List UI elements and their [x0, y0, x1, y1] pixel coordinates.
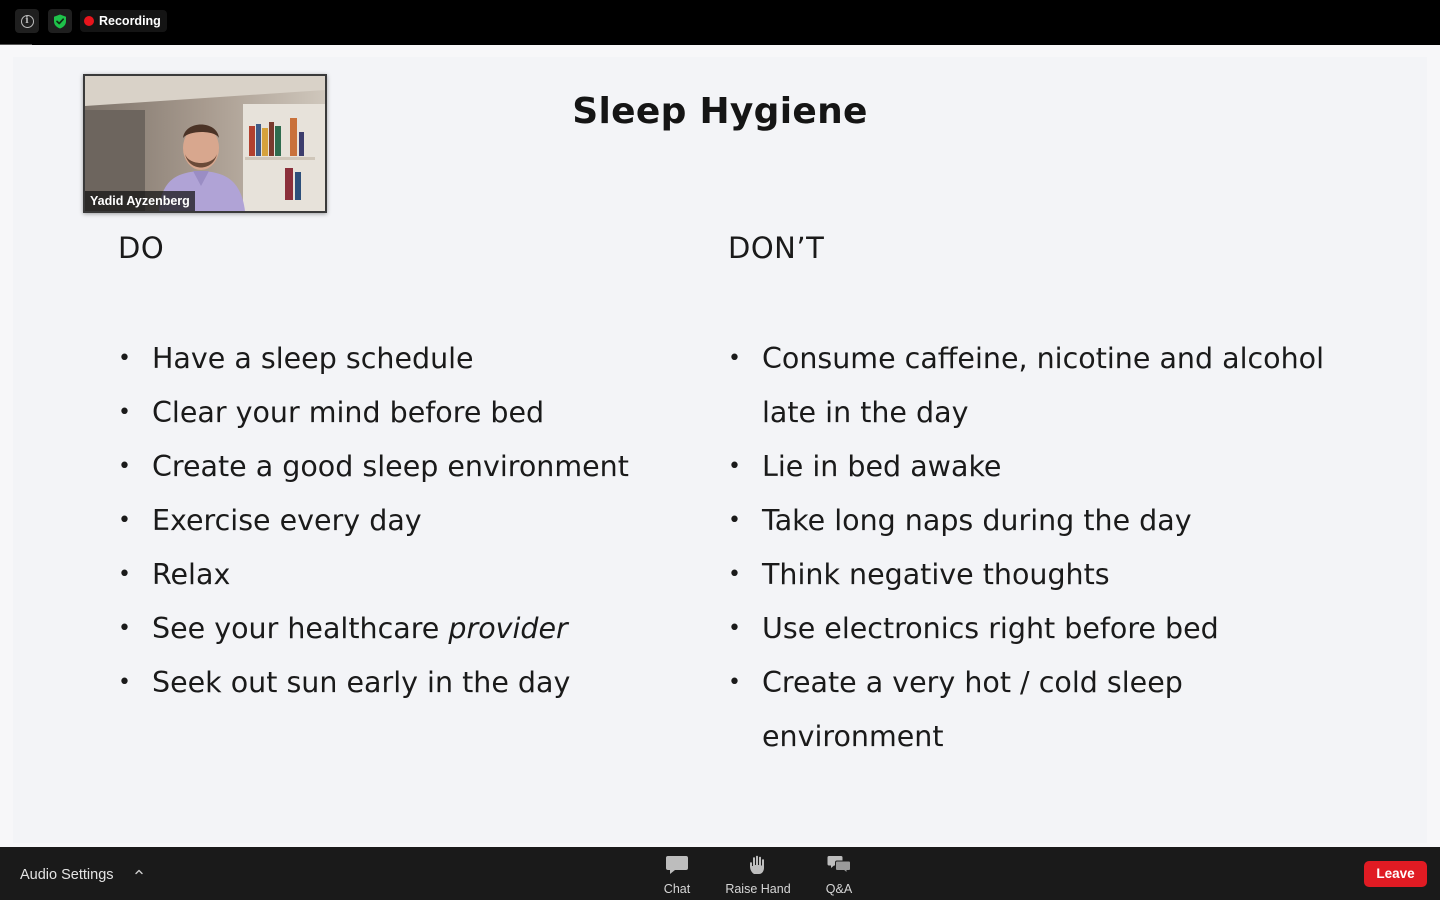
- shield-check-icon[interactable]: [48, 9, 72, 33]
- do-item-sun: • Seek out sun early in the day: [118, 656, 698, 710]
- meeting-toolbar: [0, 847, 1440, 900]
- leave-button[interactable]: Leave: [1364, 861, 1427, 887]
- dont-item: • Create a very hot / cold sleep environment: [728, 656, 1328, 764]
- chat-button[interactable]: [637, 853, 717, 897]
- raise-hand-icon: [746, 854, 770, 876]
- dont-item: • Think negative thoughts: [728, 548, 1328, 602]
- audio-settings-button[interactable]: Audio Settings: [20, 867, 114, 883]
- qa-icon: [827, 854, 851, 876]
- qa-button[interactable]: [799, 853, 879, 897]
- do-list: [118, 332, 698, 710]
- dont-item: • Consume caffeine, nicotine and alcohol late in the day: [728, 332, 1328, 440]
- dont-heading: DON’T: [728, 231, 825, 265]
- speaker-video-tile[interactable]: [83, 74, 327, 213]
- do-item: • Exercise every day: [118, 494, 698, 548]
- do-item: • Have a sleep schedule: [118, 332, 698, 386]
- recording-label: Recording: [99, 14, 161, 28]
- shared-screen: [0, 45, 1440, 847]
- chat-icon: [665, 854, 689, 876]
- do-item: • Clear your mind before bed: [118, 386, 698, 440]
- do-item: • Relax: [118, 548, 698, 602]
- do-item-healthcare: [118, 602, 698, 656]
- chevron-up-icon[interactable]: [133, 866, 145, 878]
- info-icon[interactable]: [15, 9, 39, 33]
- recording-indicator[interactable]: [80, 10, 167, 32]
- raise-hand-button[interactable]: [718, 853, 798, 897]
- record-dot-icon: [84, 16, 94, 26]
- slide-title: Sleep Hygiene: [572, 91, 868, 132]
- chat-label: Chat: [663, 882, 691, 896]
- dont-item: • Take long naps during the day: [728, 494, 1328, 548]
- do-item-healthcare-italic: provider: [448, 612, 568, 645]
- qa-label: Q&A: [825, 882, 853, 896]
- do-item: • Create a good sleep environment: [118, 440, 698, 494]
- raise-hand-label: Raise Hand: [725, 882, 791, 896]
- dont-list: [728, 332, 1328, 764]
- do-item-healthcare-plain: See your healthcare: [152, 612, 449, 645]
- speaker-name-label: Yadid Ayzenberg: [85, 191, 195, 211]
- dont-item: • Lie in bed awake: [728, 440, 1328, 494]
- shield-glyph: [53, 14, 67, 29]
- do-heading: DO: [118, 231, 165, 265]
- dont-item: • Use electronics right before bed: [728, 602, 1328, 656]
- info-circle: i: [21, 15, 34, 28]
- meeting-top-bar: [0, 0, 1440, 45]
